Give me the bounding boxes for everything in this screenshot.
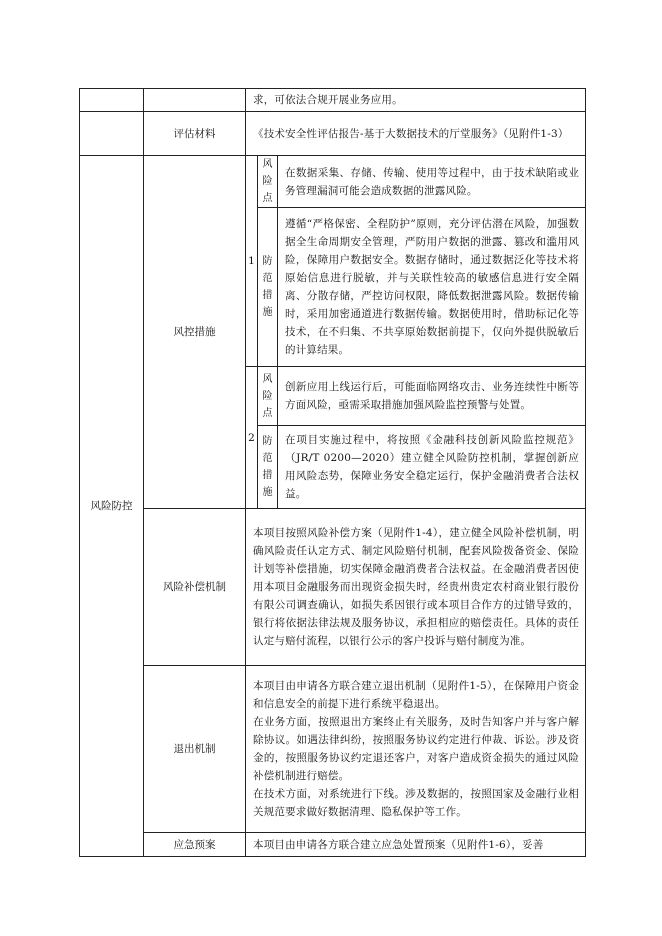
risk-section-label: 风险防控	[80, 156, 144, 857]
item-1-number: 1	[246, 156, 258, 367]
continued-text: 求，可依法合规开展业务应用。	[246, 89, 586, 112]
exit-paragraph-3: 在技术方面，对系统进行下线。涉及数据的，按照国家及金融行业相关规范要求做好数据清理、隐私保护等工作。	[253, 788, 580, 818]
compensation-label: 风险补偿机制	[144, 509, 246, 666]
exit-mechanism-label: 退出机制	[144, 666, 246, 833]
compensation-text: 本项目按照风险补偿方案（见附件1-4），建立健全风险补偿机制，明确风险责任认定方式、制定风险赔付机制，配套风险拨备资金、保险计划等补偿措施，切实保障金融消费者合法权益。在金融消费者因使用本项目金融服务而出现资金损失时，经贵州贵定农村商业银行股份有限公司调查确认，如损失系因银行或本项目合作方的过错导致的，银行将依据法律法规及服务协议，承担相应的赔偿责任。具体的责任认定与赔付流程，以银行公示的客户投诉与赔付制度为准。	[246, 509, 586, 666]
emergency-plan-label: 应急预案	[144, 833, 246, 857]
item-1-measure-text: 遵循“严格保密、全程防护”原则，充分评估潜在风险，加强数据全生命周期安全管理，严防用户数据的泄露、篡改和滥用风险，保障用户数据安全。数据存储时，通过数据泛化等技术将原始信息进行脱敏，并与关联性较高的敏感信息进行安全隔离、分散存储，严控访问权限，降低数据泄露风险。数据传输时，采用加密通道进行数据传输。数据使用时，借助标记化等技术，在不归集、不共享原始数据前提下，仅向外提供脱敏后的计算结果。	[278, 208, 586, 367]
item-1-point-label: 风险点	[262, 159, 273, 204]
eval-material-label: 评估材料	[144, 112, 246, 156]
item-1-measure-label: 防范措施	[262, 256, 273, 318]
item-2-number: 2	[246, 367, 258, 509]
item-2-point-label: 风险点	[262, 373, 273, 419]
item-1-point-text: 在数据采集、存储、传输、使用等过程中，由于技术缺陷或业务管理漏洞可能会造成数据的泄露风险。	[278, 156, 586, 208]
risk-control-table	[79, 88, 586, 857]
exit-paragraph-2: 在业务方面，按照退出方案终止有关服务，及时告知客户并与客户解除协议。如遇法律纠纷，按照服务协议约定进行仲裁、诉讼。涉及资金的，按照服务协议约定退还客户，对客户造成资金损失的通过风险补偿机制进行赔偿。	[253, 716, 580, 782]
exit-paragraph-1: 本项目由申请各方联合建立退出机制（见附件1-5），在保障用户资金和信息安全的前提下进行系统平稳退出。	[253, 680, 580, 710]
item-2-measure-label: 防范措施	[262, 436, 273, 498]
item-2-measure-text: 在项目实施过程中，将按照《金融科技创新风险监控规范》（JR/T 0200—2020）建立健全风险防控机制，掌握创新应用风险态势，保障业务安全稳定运行，保护金融消费者合法权益。	[278, 426, 586, 509]
risk-measures-label: 风控措施	[144, 156, 246, 509]
emergency-plan-text: 本项目由申请各方联合建立应急处置预案（见附件1-6），妥善	[246, 833, 586, 857]
item-2-point-text: 创新应用上线运行后，可能面临网络攻击、业务连续性中断等方面风险，亟需采取措施加强风险监控预警与处置。	[278, 367, 586, 426]
exit-mechanism-text	[246, 666, 586, 833]
eval-material-text: 《技术安全性评估报告-基于大数据技术的厅堂服务》（见附件1-3）	[246, 112, 586, 156]
